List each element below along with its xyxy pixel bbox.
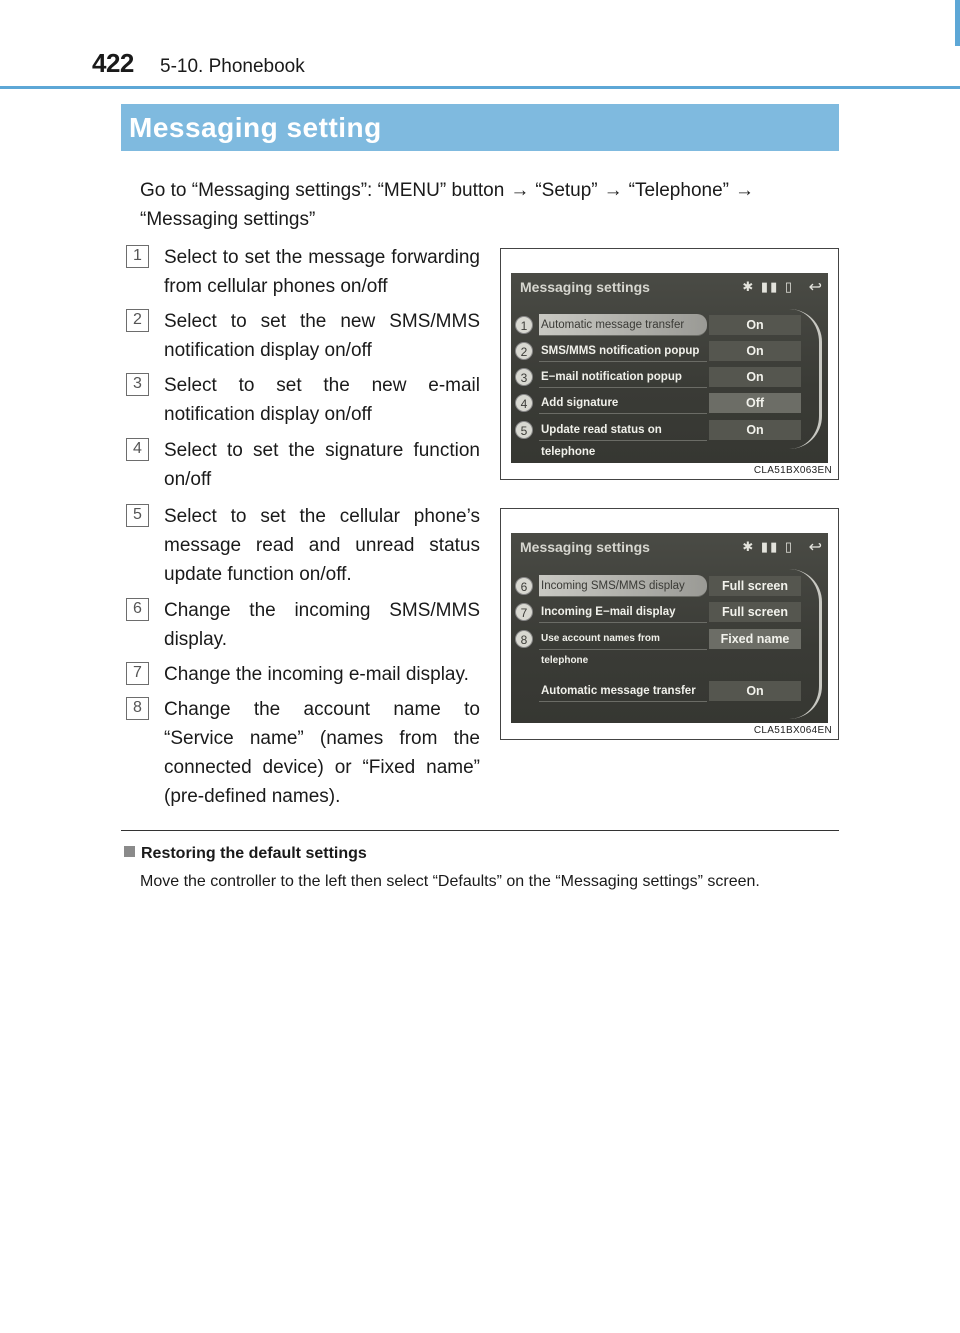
page-edge-marker [955,0,960,46]
arrow-icon: → [603,180,623,201]
screen-title: Messaging settings [520,539,650,555]
figure-code: CLA51BX064EN [753,725,832,736]
setting-value: On [709,420,801,440]
list-item [126,695,480,811]
callout-badge: 8 [515,630,533,648]
note-title-text: Restoring the default settings [141,845,367,862]
setting-label: Update read status on telephone [539,419,707,441]
screen-title: Messaging settings [520,279,650,295]
intro-lead: Go to “Messaging settings”: “MENU” button [140,180,505,201]
list-item [126,307,480,365]
setting-row-incoming-sms[interactable] [539,575,805,597]
item-text: Select to set the signature function on/off [164,440,480,490]
figure-code: CLA51BX063EN [753,465,832,476]
back-icon[interactable]: ↩ [808,279,822,296]
header-rule [0,86,960,89]
setting-label: Use account names from telephone [539,628,707,650]
intro-paragraph [140,176,840,234]
setting-label: Add signature [539,392,707,414]
setting-value: On [709,341,801,361]
setting-row-account-names[interactable] [539,628,805,666]
callout-badge: 3 [515,368,533,386]
item-number: 6 [126,598,149,621]
item-text: Select to set the new SMS/MMS notification display on/off [164,311,480,361]
scroll-arc [789,569,822,719]
square-bullet-icon [124,846,135,857]
messaging-settings-screen [511,533,828,723]
item-number: 8 [126,697,149,720]
setting-label: E−mail notification popup [539,366,707,388]
setting-label: Incoming E−mail display [539,601,707,623]
setting-row-email-popup[interactable] [539,366,805,388]
item-number: 3 [126,373,149,396]
item-number: 1 [126,245,149,268]
section-banner [121,104,839,151]
item-text: Select to set the new e-mail notification display on/off [164,375,480,425]
setting-row-incoming-email[interactable] [539,601,805,623]
arrow-icon: → [734,180,754,201]
item-text: Change the incoming e-mail display. [164,664,469,685]
item-text: Select to set the message forwarding from cellular phones on/off [164,247,480,297]
item-number: 2 [126,309,149,332]
section-title: Messaging setting [129,112,382,143]
item-number: 5 [126,504,149,527]
setting-row-auto-transfer[interactable] [539,314,805,336]
list-item [126,436,480,494]
setting-label: Automatic message transfer [539,314,707,336]
list-item [126,596,480,654]
messaging-settings-screen [511,273,828,463]
setting-label: Incoming SMS/MMS display [539,575,707,597]
intro-step-messaging: “Messaging settings” [140,209,316,230]
list-item [126,502,480,589]
scroll-arc [789,309,822,449]
status-icons: ✱ ▮▮ ▯ [742,279,794,294]
setting-value: Full screen [709,576,801,596]
back-icon[interactable]: ↩ [808,539,822,556]
list-item [126,243,480,301]
intro-step-telephone: “Telephone” [628,180,729,201]
arrow-icon: → [510,180,530,201]
setting-value: On [709,681,801,701]
screenshot-figure-1 [500,248,839,480]
setting-value: Off [709,393,801,413]
callout-badge: 7 [515,603,533,621]
note-body: Move the controller to the left then select “Defaults” on the “Messaging settings” screen. [140,873,760,890]
setting-value: On [709,315,801,335]
item-text: Select to set the cellular phone’s message read and unread status update function on/off. [164,506,480,585]
setting-value: Full screen [709,602,801,622]
screenshot-figure-2 [500,508,839,740]
setting-value: On [709,367,801,387]
list-item [126,371,480,429]
list-item [126,660,480,689]
item-number: 7 [126,662,149,685]
callout-badge: 2 [515,342,533,360]
setting-row-read-status[interactable] [539,419,805,458]
callout-badge: 5 [515,421,533,439]
page-number: 422 [92,48,134,78]
setting-row-auto-transfer[interactable] [539,680,805,702]
intro-step-setup: “Setup” [535,180,598,201]
status-icons: ✱ ▮▮ ▯ [742,539,794,554]
setting-label: SMS/MMS notification popup [539,340,707,362]
item-text: Change the account name to “Service name” (names from the connected device) or “Fixed name” (pre-defined names). [164,699,480,807]
callout-badge: 6 [515,577,533,595]
item-text: Change the incoming SMS/MMS display. [164,600,480,650]
item-number: 4 [126,438,149,461]
setting-label: Automatic message transfer [539,680,707,702]
setting-row-signature[interactable] [539,392,805,414]
callout-badge: 1 [515,316,533,334]
callout-badge: 4 [515,394,533,412]
chapter-title: 5-10. Phonebook [160,56,305,77]
section-divider [121,830,839,831]
setting-value: Fixed name [709,629,801,649]
setting-row-sms-popup[interactable] [539,340,805,362]
note-title [124,845,367,863]
